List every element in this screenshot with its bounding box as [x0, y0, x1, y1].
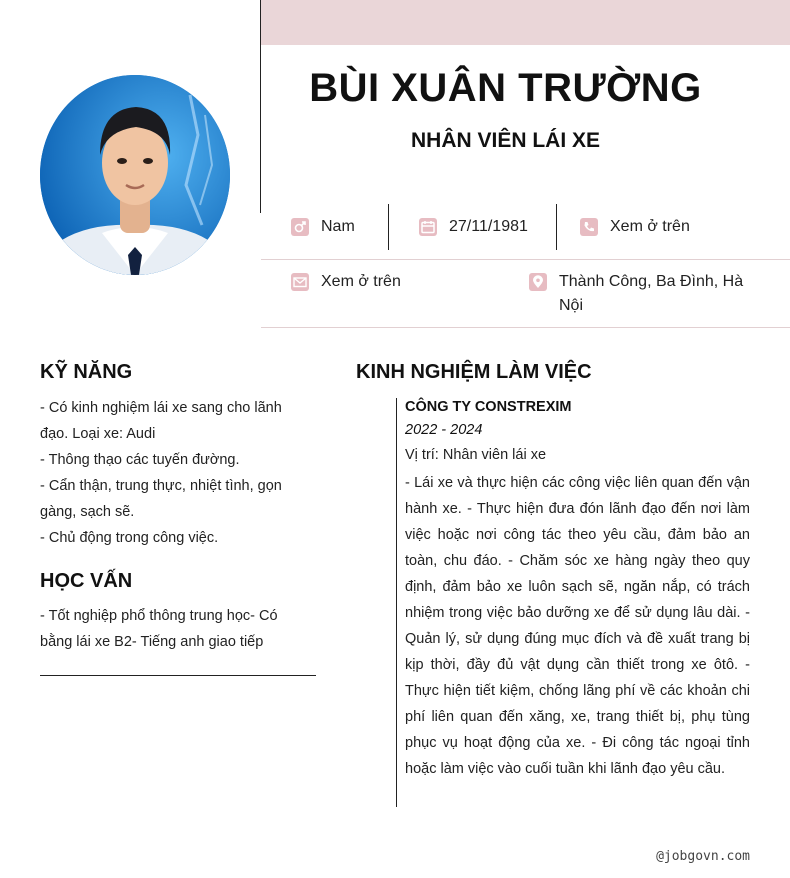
skill-item: - Thông thạo các tuyến đường.: [40, 452, 240, 468]
skill-item: - Cẩn thận, trung thực, nhiệt tình, gọn gàng, sạch sẽ.: [40, 478, 282, 520]
info-phone: [580, 215, 690, 239]
email-icon: [291, 273, 309, 291]
info-birthday: [419, 215, 528, 239]
experience-position: Vị trí: Nhân viên lái xe: [405, 447, 547, 463]
info-bottom-divider: [261, 327, 790, 328]
education-title: HỌC VẤN: [40, 570, 133, 592]
info-row-divider: [261, 259, 790, 260]
experience-description: - Lái xe và thực hiện các công việc liên quan đến vận hành xe. - Thực hiện đưa đón lãnh đạo đến nơi làm việc hoặc nơi công tác theo yêu cầu, đảm bảo an toàn, chu đáo. - Chăm sóc xe hàng ngày theo quy định, đảm bảo xe luôn sạch sẽ, ngăn nắp, có trách nhiệm trong việc bảo dưỡng xe để sử dụng lâu dài. - Quản lý, sử dụng đúng mục đích và đề xuất trang bị kịp thời, đầy đủ vật dụng cần thiết trong xe ôtô. - Thực hiện tiết kiệm, chống lãng phí về các khoản chi phí liên quan đến xăng, xe, trang thiết bị, phụ tùng phục vụ hoạt động của xe. - Đi công tác ngoại tỉnh hoặc làm việc vào cuối tuần khi lãnh đạo yêu cầu.: [405, 475, 750, 777]
skill-item: - Chủ động trong công việc.: [40, 530, 219, 546]
candidate-name: BÙI XUÂN TRƯỜNG: [309, 66, 702, 110]
left-column-rule: [40, 675, 316, 676]
job-title: NHÂN VIÊN LÁI XE: [410, 129, 601, 152]
skill-item: - Có kinh nghiệm lái xe sang cho lãnh đạo. Loại xe: Audi: [40, 400, 282, 442]
skills-title: KỸ NĂNG: [40, 361, 133, 383]
gender-text: Nam: [321, 218, 355, 235]
experience-title: KINH NGHIỆM LÀM VIỆC: [356, 361, 592, 383]
experience-company: CÔNG TY CONSTREXIM: [405, 399, 572, 415]
header-accent-band: [261, 0, 790, 45]
experience-period: 2022 - 2024: [405, 422, 483, 438]
skills-list: [40, 395, 302, 551]
info-gender: [291, 215, 355, 239]
gender-icon: [291, 218, 309, 236]
info-separator: [556, 204, 557, 250]
phone-icon: [580, 218, 598, 236]
location-icon: [529, 273, 547, 291]
phone-text: Xem ở trên: [610, 218, 690, 235]
education-text: - Tốt nghiệp phổ thông trung học- Có bằng lái xe B2- Tiếng anh giao tiếp: [40, 608, 278, 650]
experience-timeline-bar: [396, 398, 397, 807]
info-address: [529, 270, 750, 318]
address-text: Thành Công, Ba Đình, Hà Nội: [559, 273, 744, 314]
info-email: [291, 270, 401, 294]
watermark: @jobgovn.com: [656, 849, 750, 864]
profile-photo-drawing: [40, 75, 230, 275]
profile-photo: [40, 75, 230, 275]
email-text: Xem ở trên: [321, 273, 401, 290]
calendar-icon: [419, 218, 437, 236]
birthday-text: 27/11/1981: [449, 218, 528, 235]
info-separator: [388, 204, 389, 250]
